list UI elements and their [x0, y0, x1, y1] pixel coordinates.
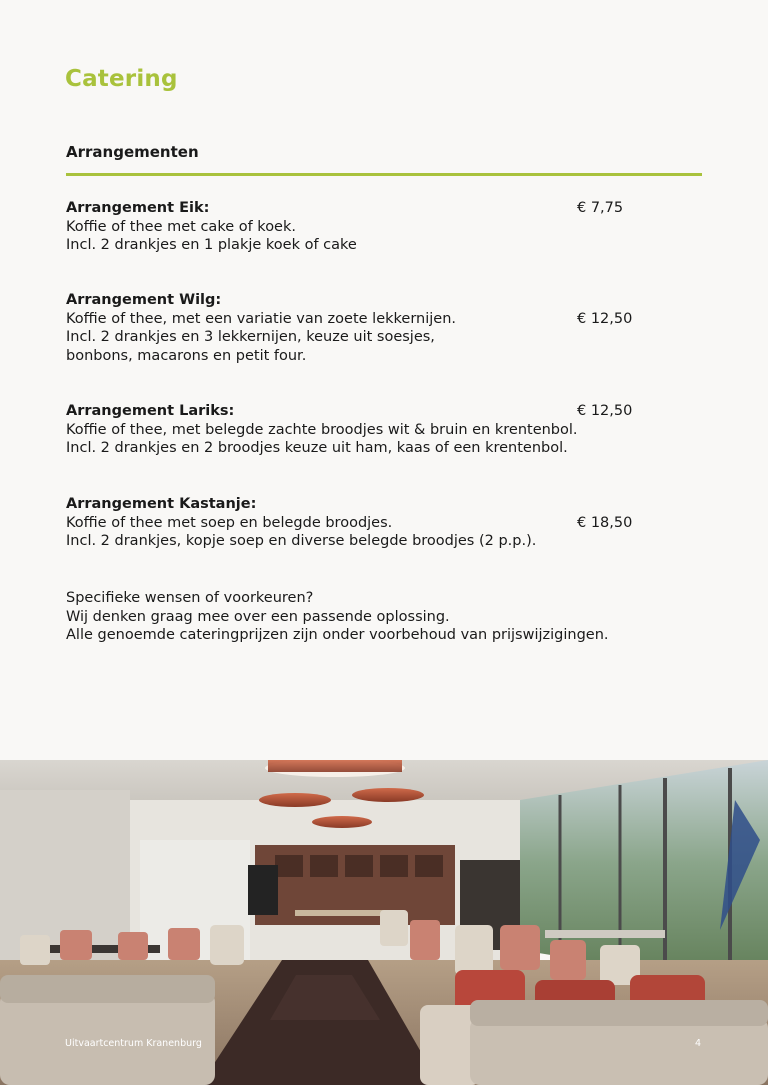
arrangement-line: bonbons, macarons en petit four.: [66, 347, 307, 364]
arrangement-name: Arrangement Wilg:: [66, 292, 222, 308]
arrangement-line: Incl. 2 drankjes en 2 broodjes keuze uit ham, kaas of een krentenbol.: [66, 440, 568, 457]
arrangement-name: Arrangement Kastanje:: [66, 496, 257, 512]
note-line: Alle genoemde cateringprijzen zijn onder voorbehoud van prijswijzigingen.: [66, 627, 609, 644]
arrangement-line: Koffie of thee, met belegde zachte broodjes wit & bruin en krentenbol.: [66, 421, 578, 438]
arrangement-price: € 12,50: [577, 310, 633, 327]
arrangement-name: Arrangement Eik:: [66, 200, 210, 216]
arrangement-line: Koffie of thee, met een variatie van zoete lekkernijen.: [66, 310, 456, 327]
catering-note: [66, 589, 609, 645]
arrangement-line: Incl. 2 drankjes, kopje soep en diverse belegde broodjes (2 p.p.).: [66, 533, 537, 550]
note-line: Specifieke wensen of voorkeuren?: [66, 590, 314, 606]
section-heading: Arrangementen: [66, 143, 199, 161]
arrangement-wilg: [66, 291, 706, 365]
arrangement-name: Arrangement Lariks:: [66, 403, 235, 419]
arrangement-line: Incl. 2 drankjes en 3 lekkernijen, keuze uit soesjes,: [66, 329, 435, 346]
arrangement-eik: [66, 199, 706, 255]
arrangement-line: Koffie of thee met soep en belegde broodjes.: [66, 514, 393, 531]
section-divider: [66, 173, 702, 176]
page-title: Catering: [65, 66, 178, 92]
arrangement-line: Koffie of thee met cake of koek.: [66, 218, 296, 235]
arrangement-price: € 12,50: [577, 403, 633, 419]
arrangement-price: € 7,75: [577, 200, 624, 216]
note-line: Wij denken graag mee over een passende oplossing.: [66, 608, 450, 625]
arrangement-line: Incl. 2 drankjes en 1 plakje koek of cake: [66, 237, 357, 254]
arrangement-price: € 18,50: [577, 514, 633, 531]
arrangement-lariks: [66, 402, 706, 458]
page-number: 4: [695, 1038, 702, 1049]
reception-room-photo: [0, 760, 768, 1085]
footer-organization: Uitvaartcentrum Kranenburg: [65, 1038, 202, 1049]
arrangement-kastanje: [66, 495, 706, 551]
